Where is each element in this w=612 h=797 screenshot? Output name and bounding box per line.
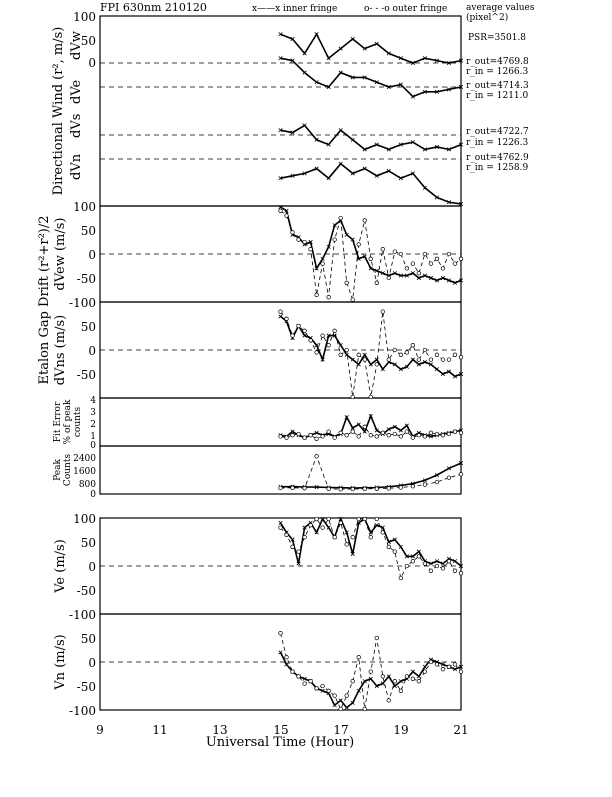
- dVew-outer-fringe-point: [459, 257, 463, 261]
- ylabel-fit-pct: % of peak: [63, 399, 73, 445]
- dVew-outer-fringe-point: [351, 298, 355, 302]
- wind-dVn-line: [281, 164, 462, 204]
- peak_counts-outer-fringe-point: [363, 487, 367, 491]
- dVns-outer-fringe-point: [459, 355, 463, 359]
- dVew-outer-fringe-point: [315, 293, 319, 297]
- p7-tick-m50: -50: [76, 680, 96, 694]
- p6-tick-50: 50: [80, 536, 96, 550]
- ylabel-ve: Ve (m/s): [53, 539, 68, 593]
- dVns-outer-fringe-point: [351, 395, 355, 399]
- dVew-outer-fringe-point: [291, 231, 295, 235]
- Ve-outer-fringe-point: [363, 517, 367, 521]
- dVns-outer-fringe-point: [387, 358, 391, 362]
- dVew-outer-fringe-line: [281, 211, 462, 300]
- ylabel-dvew: dVew (m/s): [53, 217, 68, 291]
- Ve-outer-fringe-point: [429, 569, 433, 573]
- Ve-outer-fringe-point: [381, 531, 385, 535]
- Vn-outer-fringe-point: [447, 665, 451, 669]
- p4-tick-2: 2: [90, 420, 96, 430]
- dVew-outer-fringe-point: [381, 247, 385, 251]
- dVew-outer-fringe-point: [345, 281, 349, 285]
- peak_counts-outer-fringe-point: [339, 487, 343, 491]
- peak_counts-outer-fringe-line: [281, 456, 462, 489]
- dVew-outer-fringe-point: [369, 257, 373, 261]
- row-label-dvw: dVw: [69, 31, 84, 60]
- wind-dVw-line: [281, 34, 462, 63]
- Vn-outer-fringe-point: [303, 682, 307, 686]
- peak_counts-outer-fringe-point: [459, 472, 463, 476]
- dVew-outer-fringe-series: [279, 209, 463, 301]
- dVew-outer-fringe-point: [339, 216, 343, 220]
- fit_error-outer-fringe-point: [411, 436, 415, 440]
- dVew-outer-fringe-point: [297, 238, 301, 242]
- x-axis-label: Universal Time (Hour): [205, 735, 355, 750]
- dVns-outer-fringe-point: [375, 363, 379, 367]
- Vn-outer-fringe-point: [387, 699, 391, 703]
- w-rout: r_out=4769.8: [466, 57, 529, 67]
- dVew-outer-fringe-point: [417, 271, 421, 275]
- fit_error-outer-fringe-point: [351, 430, 355, 434]
- ylabel-peak: Peak: [53, 459, 63, 481]
- Vn-outer-fringe-point: [393, 679, 397, 683]
- Ve-inner-fringe-line: [281, 519, 462, 566]
- dVns-outer-fringe-point: [453, 353, 457, 357]
- Vn-outer-fringe-point: [375, 636, 379, 640]
- dVew-outer-fringe-point: [393, 250, 397, 254]
- fit_error-outer-fringe-series: [279, 425, 463, 441]
- dVns-outer-fringe-point: [339, 353, 343, 357]
- wind-dVs-line: [281, 125, 462, 149]
- peak_counts-outer-fringe-point: [315, 454, 319, 458]
- x-tick-9: 9: [96, 723, 104, 737]
- fit_error-outer-fringe-point: [279, 435, 283, 439]
- p1-tick-top: 100: [73, 10, 96, 24]
- dVew-outer-fringe-point: [375, 281, 379, 285]
- p2-tick-50: 50: [80, 224, 96, 238]
- Ve-outer-fringe-point: [315, 517, 319, 521]
- x-tick-15: 15: [273, 723, 289, 737]
- Vn-outer-fringe-point: [441, 667, 445, 671]
- Vn-inner-fringe-line: [281, 652, 462, 707]
- Vn-outer-fringe-point: [345, 694, 349, 698]
- dVew-inner-fringe-line: [281, 207, 462, 283]
- Vn-outer-fringe-point: [423, 670, 427, 674]
- dVew-inner-fringe-series: [279, 205, 463, 284]
- row-label-dve: dVe: [69, 79, 84, 104]
- dVew-outer-fringe-point: [321, 262, 325, 266]
- fit_error-outer-fringe-point: [285, 436, 289, 440]
- Ve-outer-fringe-point: [441, 567, 445, 571]
- Ve-outer-fringe-point: [345, 543, 349, 547]
- fit_error-outer-fringe-point: [369, 433, 373, 437]
- dVew-outer-fringe-point: [453, 262, 457, 266]
- Ve-outer-fringe-point: [369, 535, 373, 539]
- Vn-outer-fringe-point: [417, 679, 421, 683]
- peak_counts-inner-fringe-series: [279, 461, 463, 489]
- Vn-outer-fringe-point: [333, 694, 337, 698]
- fit_error-outer-fringe-point: [423, 435, 427, 439]
- fit_error-outer-fringe-point: [447, 432, 451, 436]
- p2-tick-0: 0: [88, 248, 96, 262]
- wind-dVn-series: [279, 162, 463, 206]
- peak_counts-inner-fringe-line: [281, 463, 462, 488]
- fit_error-outer-fringe-point: [321, 435, 325, 439]
- Vn-outer-fringe-point: [315, 687, 319, 691]
- fit_error-outer-fringe-point: [381, 431, 385, 435]
- Vn-outer-fringe-point: [381, 675, 385, 679]
- dVns-outer-fringe-point: [303, 329, 307, 333]
- Ve-outer-fringe-point: [393, 550, 397, 554]
- dVns-outer-fringe-point: [441, 358, 445, 362]
- dVns-inner-fringe-series: [279, 315, 463, 379]
- p7-tick-0: 0: [88, 656, 96, 670]
- dVns-outer-fringe-point: [411, 343, 415, 347]
- peak_counts-outer-fringe-point: [399, 486, 403, 490]
- wind-dVw-series: [279, 32, 463, 64]
- dVew-outer-fringe-point: [285, 214, 289, 218]
- peak_counts-outer-fringe-point: [279, 486, 283, 490]
- Vn-outer-fringe-point: [297, 675, 301, 679]
- peak_counts-outer-fringe-point: [423, 483, 427, 487]
- Ve-outer-fringe-point: [459, 571, 463, 575]
- dVns-outer-fringe-point: [327, 343, 331, 347]
- p2-tick-m100: -100: [69, 296, 96, 310]
- dVew-outer-fringe-point: [363, 219, 367, 223]
- Vn-outer-fringe-point: [405, 675, 409, 679]
- Vn-outer-fringe-point: [309, 679, 313, 683]
- dVns-outer-fringe-point: [279, 310, 283, 314]
- fit_error-outer-fringe-point: [399, 435, 403, 439]
- dVns-outer-fringe-point: [429, 358, 433, 362]
- dVew-outer-fringe-point: [303, 240, 307, 244]
- Vn-outer-fringe-point: [411, 677, 415, 681]
- p1-tick-w0: 0: [88, 56, 96, 70]
- fit_error-outer-fringe-point: [303, 436, 307, 440]
- dVew-outer-fringe-point: [399, 252, 403, 256]
- dVns-outer-fringe-point: [345, 348, 349, 352]
- Ve-outer-fringe-point: [423, 562, 427, 566]
- Ve-outer-fringe-point: [339, 521, 343, 525]
- Ve-outer-fringe-point: [375, 517, 379, 521]
- peak_counts-outer-fringe-point: [435, 480, 439, 484]
- Ve-outer-fringe-point: [411, 559, 415, 563]
- dVns-outer-fringe-point: [417, 358, 421, 362]
- dVew-outer-fringe-point: [441, 267, 445, 271]
- fit_error-outer-fringe-point: [297, 432, 301, 436]
- Ve-outer-fringe-point: [453, 569, 457, 573]
- Ve-outer-fringe-point: [387, 545, 391, 549]
- Ve-outer-fringe-point: [405, 564, 409, 568]
- dVns-outer-fringe-point: [369, 395, 373, 399]
- fit_error-outer-fringe-point: [309, 433, 313, 437]
- peak_counts-outer-fringe-point: [447, 476, 451, 480]
- dVns-outer-fringe-point: [357, 353, 361, 357]
- ylabel-vn: Vn (m/s): [53, 634, 68, 690]
- dVns-outer-fringe-point: [435, 353, 439, 357]
- dVns-outer-fringe-point: [363, 358, 367, 362]
- Ve-outer-fringe-point: [399, 576, 403, 580]
- avg-title: average values: [466, 3, 535, 13]
- Ve-outer-fringe-point: [417, 555, 421, 559]
- Vn-outer-fringe-point: [279, 631, 283, 635]
- dVew-outer-fringe-point: [309, 247, 313, 251]
- p7-tick-m100: -100: [69, 704, 96, 718]
- n-rout: r_out=4762.9: [466, 153, 529, 163]
- dVew-outer-fringe-point: [357, 243, 361, 247]
- peak_counts-outer-fringe-point: [291, 486, 295, 490]
- dVns-outer-fringe-point: [423, 348, 427, 352]
- dVew-outer-fringe-point: [333, 238, 337, 242]
- fit_error-outer-fringe-point: [327, 430, 331, 434]
- dVns-outer-fringe-point: [393, 348, 397, 352]
- fit_error-outer-fringe-point: [441, 433, 445, 437]
- dVew-outer-fringe-point: [387, 276, 391, 280]
- peak_counts-outer-fringe-point: [387, 487, 391, 491]
- row-label-dvn: dVn: [69, 153, 84, 180]
- dVew-outer-fringe-point: [279, 209, 283, 213]
- Vn-outer-fringe-point: [321, 684, 325, 688]
- Vn-outer-fringe-point: [435, 663, 439, 667]
- x-tick-11: 11: [152, 723, 168, 737]
- Vn-outer-fringe-point: [291, 670, 295, 674]
- fit_error-outer-fringe-point: [429, 431, 433, 435]
- dVns-outer-fringe-point: [405, 351, 409, 355]
- Ve-outer-fringe-point: [447, 559, 451, 563]
- p4-tick-1: 1: [90, 432, 96, 442]
- s-rout: r_out=4722.7: [466, 127, 529, 137]
- Ve-outer-fringe-point: [297, 550, 301, 554]
- p3-tick-m50: -50: [76, 368, 96, 382]
- dVns-outer-fringe-line: [281, 312, 462, 397]
- p5-tick-2400: 2400: [73, 454, 96, 464]
- ylabel-etalon-gap: Etalon Gap Drift (r²+r²)/2: [37, 215, 52, 385]
- peak_counts-outer-fringe-point: [375, 487, 379, 491]
- p4-tick-0: 0: [90, 441, 96, 451]
- dVns-outer-fringe-point: [381, 310, 385, 314]
- dVns-outer-fringe-point: [315, 351, 319, 355]
- fit_error-outer-fringe-point: [363, 425, 367, 429]
- Vn-outer-fringe-point: [453, 663, 457, 667]
- dVns-outer-fringe-series: [279, 310, 463, 399]
- fit_error-outer-fringe-point: [315, 437, 319, 441]
- Ve-outer-fringe-point: [291, 545, 295, 549]
- p1-tick-50: 50: [80, 34, 96, 48]
- fit_error-outer-fringe-point: [333, 436, 337, 440]
- x-tick-13: 13: [212, 723, 228, 737]
- dVns-outer-fringe-point: [291, 334, 295, 338]
- p2-tick-m50: -50: [76, 272, 96, 286]
- Ve-outer-fringe-point: [435, 564, 439, 568]
- Vn-outer-fringe-point: [285, 655, 289, 659]
- chart-title: FPI 630nm 210120: [100, 1, 207, 14]
- dVew-outer-fringe-point: [405, 267, 409, 271]
- x-tick-21: 21: [453, 723, 469, 737]
- Ve-outer-fringe-point: [279, 526, 283, 530]
- p5-tick-800: 800: [78, 480, 96, 490]
- p3-tick-50: 50: [80, 320, 96, 334]
- row-labels: [69, 31, 84, 180]
- peak_counts-outer-fringe-point: [303, 486, 307, 490]
- p1-tick-bot: 100: [73, 200, 96, 214]
- reference-lines: [100, 63, 461, 662]
- Ve-outer-fringe-point: [333, 535, 337, 539]
- ylabel-counts: Counts: [63, 453, 73, 487]
- ylabel-fit-counts: counts: [73, 406, 83, 438]
- p4-tick-3: 3: [90, 408, 96, 418]
- dVns-outer-fringe-point: [399, 353, 403, 357]
- p6-tick-0: 0: [88, 560, 96, 574]
- legend-inner: x——x inner fringe: [252, 4, 338, 14]
- wind-dVs-series: [279, 124, 463, 152]
- Vn-outer-fringe-point: [459, 670, 463, 674]
- p4-tick-4: 4: [90, 396, 96, 406]
- Vn-outer-fringe-point: [351, 679, 355, 683]
- p6-tick-m50: -50: [76, 584, 96, 598]
- dVns-outer-fringe-point: [285, 317, 289, 321]
- dVns-outer-fringe-point: [333, 329, 337, 333]
- avg-units: (pixel^2): [466, 13, 509, 23]
- dVns-outer-fringe-point: [309, 339, 313, 343]
- Vn-outer-fringe-point: [399, 689, 403, 693]
- fit_error-outer-fringe-point: [345, 433, 349, 437]
- Vn-outer-fringe-point: [357, 655, 361, 659]
- fit_error-outer-fringe-point: [375, 435, 379, 439]
- Vn-outer-fringe-point: [369, 670, 373, 674]
- Ve-outer-fringe-point: [303, 535, 307, 539]
- panel-frames: [100, 16, 461, 710]
- dVew-outer-fringe-point: [435, 257, 439, 261]
- fit_error-outer-fringe-point: [387, 433, 391, 437]
- legend-outer: o- - -o outer fringe: [364, 4, 448, 14]
- dVns-inner-fringe-line: [281, 316, 462, 376]
- Vn-outer-fringe-point: [327, 689, 331, 693]
- ylabel-fit-error: Fit Error: [53, 401, 63, 443]
- fit_error-outer-fringe-point: [357, 435, 361, 439]
- x-tick-19: 19: [393, 723, 409, 737]
- p6-tick-m100: -100: [69, 608, 96, 622]
- Vn-outer-fringe-point: [339, 707, 343, 711]
- peak_counts-outer-fringe-point: [327, 487, 331, 491]
- p5-tick-1600: 1600: [73, 467, 96, 477]
- Vn-outer-fringe-point: [363, 707, 367, 711]
- dVew-outer-fringe-point: [411, 262, 415, 266]
- psr-value: PSR=3501.8: [468, 33, 527, 43]
- fit_error-outer-fringe-point: [339, 431, 343, 435]
- p5-tick-0: 0: [90, 490, 96, 500]
- fit_error-outer-fringe-point: [393, 432, 397, 436]
- peak_counts-outer-fringe-point: [351, 487, 355, 491]
- e-rout: r_out=4714.3: [466, 81, 529, 91]
- dVew-outer-fringe-point: [423, 252, 427, 256]
- wind-dVe-line: [281, 58, 462, 96]
- Ve-inner-fringe-series: [279, 517, 463, 568]
- dVns-outer-fringe-point: [321, 334, 325, 338]
- ylabel-directional-wind: Directional Wind (r², m/s): [51, 26, 66, 196]
- Vn-outer-fringe-series: [279, 631, 463, 710]
- panel-fit-error-frame: [100, 398, 461, 446]
- s-rin: r_in = 1226.3: [466, 138, 529, 148]
- series-layer: [279, 32, 463, 710]
- Ve-outer-fringe-point: [327, 517, 331, 521]
- p7-tick-50: 50: [80, 632, 96, 646]
- fit_error-outer-fringe-point: [453, 430, 457, 434]
- Vn-inner-fringe-series: [279, 651, 463, 710]
- peak_counts-outer-fringe-point: [411, 484, 415, 488]
- p3-tick-0: 0: [88, 344, 96, 358]
- row-label-dvs: dVs: [69, 113, 84, 138]
- fit_error-outer-fringe-point: [405, 430, 409, 434]
- Ve-outer-fringe-point: [285, 533, 289, 537]
- Ve-outer-fringe-point: [321, 526, 325, 530]
- dVns-outer-fringe-point: [447, 358, 451, 362]
- n-rin: r_in = 1258.9: [466, 163, 529, 173]
- Ve-outer-fringe-point: [357, 517, 361, 521]
- e-rin: r_in = 1211.0: [466, 91, 529, 101]
- fit_error-outer-fringe-point: [435, 432, 439, 436]
- Ve-outer-fringe-point: [351, 535, 355, 539]
- Ve-outer-fringe-point: [309, 523, 313, 527]
- dVew-outer-fringe-point: [327, 295, 331, 299]
- dVns-outer-fringe-point: [297, 324, 301, 328]
- p6-tick-100: 100: [73, 512, 96, 526]
- dVew-outer-fringe-point: [429, 262, 433, 266]
- w-rin: r_in = 1266.3: [466, 67, 529, 77]
- dVew-outer-fringe-point: [447, 252, 451, 256]
- Vn-outer-fringe-point: [429, 660, 433, 664]
- ylabel-dvns: dVns (m/s): [53, 314, 68, 386]
- Ve-outer-fringe-line: [281, 519, 462, 578]
- fit_error-outer-fringe-point: [291, 433, 295, 437]
- fit_error-outer-fringe-point: [417, 433, 421, 437]
- fit_error-outer-fringe-point: [459, 431, 463, 435]
- x-tick-17: 17: [333, 723, 349, 737]
